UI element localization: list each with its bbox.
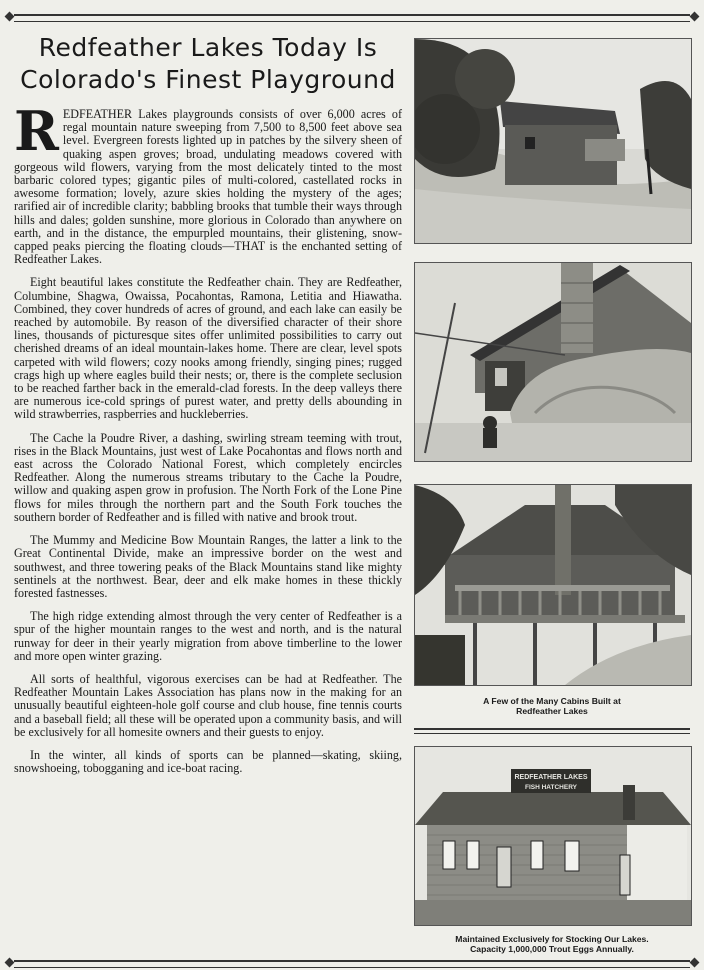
drop-cap: R — [14, 99, 59, 163]
hatchery-photo — [414, 746, 692, 926]
article-headline — [14, 32, 402, 96]
cabins-caption — [414, 696, 690, 716]
cabin-photo-log-porch — [414, 484, 692, 686]
hatchery-sign-line-2: FISH HATCHERY — [525, 784, 577, 791]
paragraph-1-text: EDFEATHER Lakes playgrounds consists of over 6,000 acres of regal mountain nature sweeping from 7,500 to 8,500 feet above sea level. Evergreen forests lighted up in patches by the silvery sheen of quaking aspen groves; broad, undulating meadows covered with gorgeous wild flowers, varying from the most delicately tinted to the most barbaric colored types; gigantic piles of multi-colored, castellated rocks in awesome formation; lovely, azure skies holding the mystery of the ages; rarified air of incredible clarity; babbling brooks that tumble their ways through hills and dales; golden sunshine, more glorious in Colorado than anywhere on earth, and in the distance, the empurpled mountains, their glistening, snow-capped peaks piercing the floating clouds—THAT is the enchanted setting of Redfeather Lakes. — [14, 107, 402, 267]
paragraph-1 — [14, 99, 402, 267]
cabins-caption-line-2: Redfeather Lakes — [516, 706, 588, 716]
paragraph-3: The Cache la Poudre River, a dashing, swirling stream teeming with trout, rises in the Black Mountains, just west of Lake Pocahontas and flows north and east across the Colorado National Forest, which completely encircles Redfeather. Along the numerous streams tributary to the Cache la Poudre, willow and quaking aspen grow in profusion. The North Fork of the Lone Pine flows for miles through the northern part and the South Fork touches the southern border of Redfeather and is filled with native and brook trout. — [14, 430, 402, 524]
bottom-ornamental-rule — [14, 960, 690, 968]
cabins-caption-line-1: A Few of the Many Cabins Built at — [483, 696, 621, 706]
hatchery-caption — [414, 934, 690, 954]
cabin-photo-chimney — [414, 262, 692, 462]
hatchery-caption-line-2: Capacity 1,000,000 Trout Eggs Annually. — [470, 944, 634, 954]
headline-line-1: Redfeather Lakes Today Is — [38, 33, 378, 62]
paragraph-4: The Mummy and Medicine Bow Mountain Ranges, the latter a link to the Great Continental Divide, make an impressive border on the west and southwest, and three towering peaks of the Black Mountains stand like mighty sentinels at the northwest. Bear, deer and elk make homes in these thickly forested fastnesses. — [14, 533, 402, 600]
paragraph-2: Eight beautiful lakes constitute the Redfeather chain. They are Redfeather, Columbine, Shagwa, Owaissa, Pocahontas, Ramona, Letitia and Hiawatha. Combined, they cover hundreds of acres of ground, and each lake can easily be reached by automobile. By reason of the diversified character of their shore lines, thousands of picturesque sites offer unlimited possibilities to carry out cherished dreams of an ideal mountain-lakes home. There are clear, level spots carpeted with wild flowers; cozy nooks among friendly, singing pines; rugged crags high up where eagles build their nests; or, there is the complete seclusion to be reached farther back in the emerald-clad forests. In the deep valleys there are numerous ice-cold springs of purest water, and pretty dells abounding in wild strawberries, raspberries and huckleberries. — [14, 275, 402, 422]
top-ornamental-rule — [14, 14, 690, 22]
paragraph-5: The high ridge extending almost through the very center of Redfeather is a spur of the higher mountain ranges to the west and north, and is the natural runway for deer in their yearly migration from above timberline to the lower and more open winter grazing. — [14, 609, 402, 663]
article-column — [14, 32, 402, 785]
article-body — [14, 99, 402, 776]
hatchery-caption-line-1: Maintained Exclusively for Stocking Our Lakes. — [455, 934, 649, 944]
hatchery-sign-line-1: REDFEATHER LAKES — [514, 774, 588, 781]
cabin-photo-hillside — [414, 38, 692, 244]
paragraph-7: In the winter, all kinds of sports can be planned—skating, skiing, snowshoeing, tobogganing and ice-boat racing. — [14, 747, 402, 776]
column-divider-rule — [414, 728, 690, 734]
headline-line-2: Colorado's Finest Playground — [20, 65, 396, 94]
paragraph-6: All sorts of healthful, vigorous exercises can be had at Redfeather. The Redfeather Mountain Lakes Association has plans now in the making for an unusually beautiful eighteen-hole golf course and club house, fine tennis courts and a baseball field; all these will be operated upon a community basis, and will be exclusively for all homesite owners and their guests to enjoy. — [14, 671, 402, 739]
